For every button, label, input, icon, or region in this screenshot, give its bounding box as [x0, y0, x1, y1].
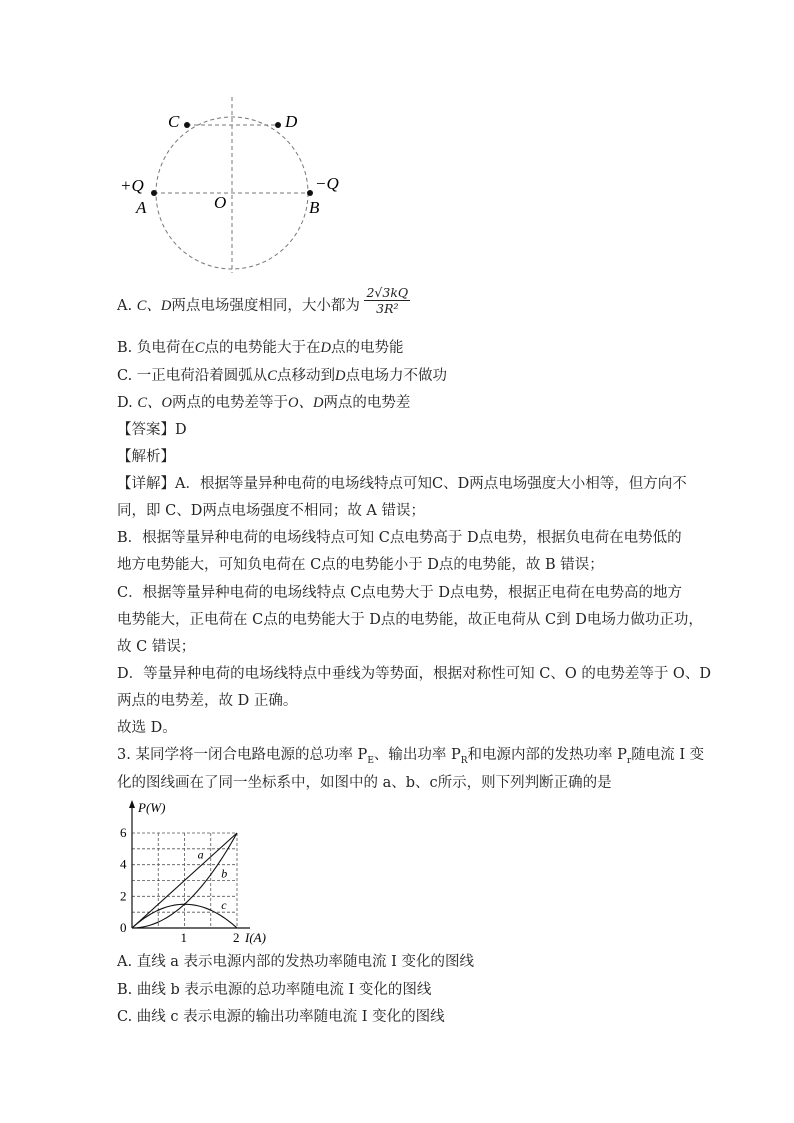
question3-line-1 — [117, 745, 704, 771]
option-b-post: 点的电势能 — [331, 340, 404, 356]
q3-text-a: 3. 某同学将一闭合电路电源的总功率 P — [117, 747, 368, 763]
x-tick-label: 2 — [233, 930, 240, 945]
label-c: C — [168, 112, 180, 131]
point-c — [184, 122, 190, 128]
y-tick-label: 0 — [120, 920, 127, 935]
y-tick-label: 2 — [120, 888, 127, 904]
analysis-heading: 【解析】 — [117, 449, 175, 465]
q3-sub-r: R — [460, 755, 468, 766]
option-a-q3: A. 直线 a 表示电源内部的发热功率随电流 I 变化的图线 — [117, 954, 474, 970]
explanation-line-8: D．等量异种电荷的电场线特点中垂线为等势面，根据对称性可知 C、O 的电势差等于 O、D — [117, 666, 711, 682]
option-b-d: D — [320, 340, 332, 356]
label-b: B — [309, 198, 320, 217]
x-tick-label: 1 — [180, 930, 187, 945]
explanation-line-9: 两点的电势差，故 D 正确。 — [117, 693, 298, 709]
q3-text-d: 随电流 I 变 — [631, 747, 705, 763]
explanation-line-4: 地方电势能大，可知负电荷在 C点的电势能小于 D点的电势能，故 B 错误； — [117, 557, 604, 573]
label-o: O — [214, 193, 227, 212]
option-b-c: C — [194, 340, 205, 356]
field-fraction — [364, 285, 410, 316]
option-c-mid: 点移动到 — [276, 368, 335, 384]
option-a-prefix: A. — [117, 298, 137, 314]
option-c-q2 — [117, 366, 447, 386]
point-a — [151, 190, 157, 196]
y-tick-label: 6 — [120, 825, 127, 840]
power-current-chart — [110, 796, 280, 946]
q3-text-b: 、输出功率 P — [373, 747, 461, 763]
series-label-a: a — [197, 847, 204, 862]
explanation-line-10: 故选 D。 — [117, 720, 177, 736]
explanation-line-1: 【详解】A．根据等量异种电荷的电场线特点可知C、D两点电场强度大小相等，但方向不 — [117, 476, 687, 492]
series-label-c: c — [221, 898, 227, 912]
series-label-b: b — [221, 866, 228, 881]
y-tick-label: 4 — [120, 856, 127, 872]
circle-charge-diagram — [110, 95, 360, 280]
y-axis-label: P(W) — [138, 800, 166, 815]
option-c-post: 点电场力不做功 — [345, 368, 447, 384]
answer-line: 【答案】D — [117, 422, 187, 438]
x-axis-label: I(A) — [245, 930, 266, 945]
label-plus-q: +Q — [120, 176, 144, 195]
option-a-text: 两点电场强度相同，大小都为 — [171, 298, 360, 314]
option-b-q2 — [117, 338, 404, 358]
option-b-mid: 点的电势能大于在 — [204, 340, 321, 356]
option-d-co: C、O — [137, 395, 172, 411]
explanation-line-7: 故 C 错误； — [117, 639, 196, 655]
explanation-line-5: C．根据等量异种电荷的电场线特点 C点电势大于 D点电势，根据正电荷在电势高的地方 — [117, 585, 683, 601]
option-c-c: C — [267, 368, 277, 384]
question3-line-2: 化的图线画在了同一坐标系中，如图中的 a、b、c所示，则下列判断正确的是 — [117, 775, 612, 791]
point-b — [307, 190, 313, 196]
option-d-q2 — [117, 393, 410, 413]
option-c-d: D — [334, 368, 346, 384]
option-d-post: 两点的电势差 — [323, 395, 411, 411]
option-a-points: C、D — [136, 298, 172, 314]
fraction-numerator: 2√3kQ — [366, 284, 409, 300]
option-c-q3: C. 曲线 c 表示电源的输出功率随电流 I 变化的图线 — [117, 1009, 445, 1025]
explanation-line-3: B．根据等量异种电荷的电场线特点可知 C点电势高于 D点电势，根据负电荷在电势低的 — [117, 530, 682, 546]
option-d-prefix: D. — [117, 395, 138, 411]
fraction-denominator: 3R² — [376, 300, 399, 316]
label-minus-q: −Q — [315, 174, 339, 193]
option-d-mid: 两点的电势差等于 — [171, 395, 288, 411]
label-d: D — [285, 112, 298, 131]
option-a-q2 — [117, 284, 410, 316]
q3-text-c: 和电源内部的发热功率 P — [467, 747, 627, 763]
q3-sub-r-small: r — [626, 755, 632, 766]
label-a: A — [136, 198, 147, 217]
option-c-prefix: C. 一正电荷沿着圆弧从 — [117, 368, 268, 384]
explanation-line-2: 同，即 C、D两点电场强度不相同；故 A 错误； — [117, 503, 426, 519]
option-d-od: O、D — [287, 395, 324, 411]
q3-sub-e: E — [367, 755, 374, 766]
option-b-prefix: B. 负电荷在 — [117, 340, 195, 356]
explanation-line-6: 电势能大，正电荷在 C点的电势能大于 D点的电势能，故正电荷从 C到 D电场力做功正功， — [117, 612, 703, 628]
point-d — [275, 122, 281, 128]
y-axis-arrow — [129, 800, 135, 808]
option-b-q3: B. 曲线 b 表示电源的总功率随电流 I 变化的图线 — [117, 982, 432, 998]
